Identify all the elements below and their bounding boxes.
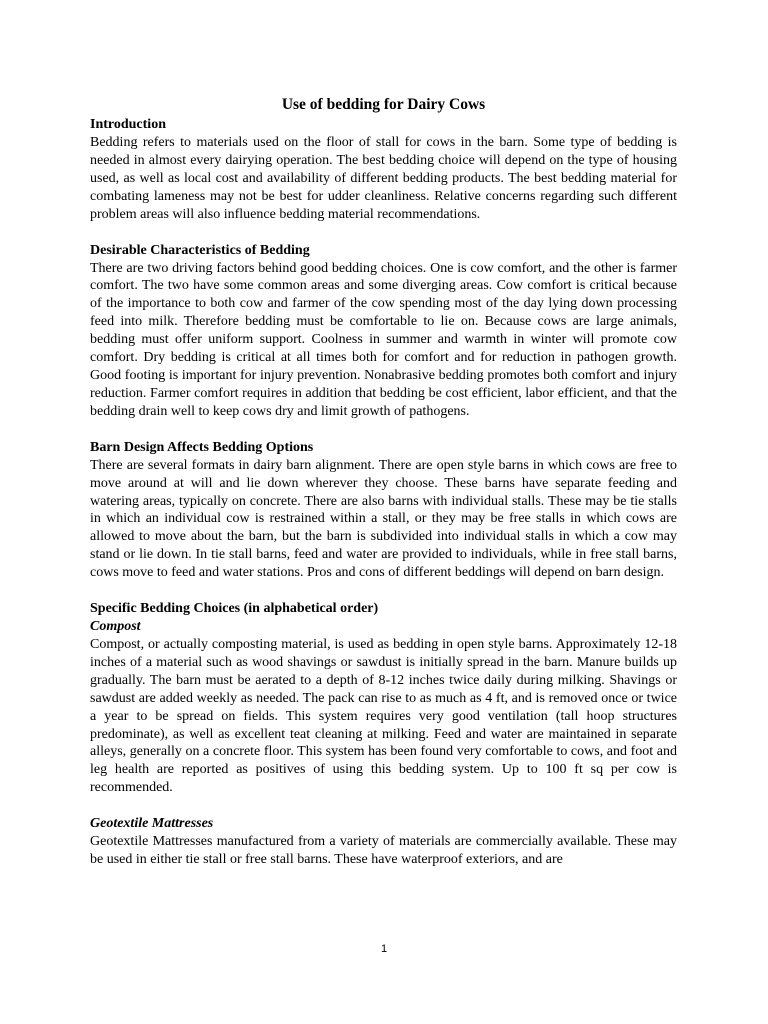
- subsection-heading-compost: Compost: [90, 619, 141, 635]
- section-heading-desirable-characteristics: Desirable Characteristics of Bedding: [90, 242, 310, 258]
- page-number: 1: [380, 943, 388, 955]
- paragraph-barn-design: There are several formats in dairy barn alignment. There are open style barns in which cows are free to move around at will and lie down wherever they choose. These barns have separate feeding and watering areas, typically on concrete. There are also barns with individual stalls. These may be tie stalls in which an individual cow is restrained within a stall, or they may be free stalls in which cows are allowed to move about the barn, but the barn is subdivided into individual stalls in which a cow may stand or lie down. In tie stall barns, feed and water are provided to individuals, while in free stall barns, cows move to feed and water stations. Pros and cons of different beddings will depend on barn design.: [90, 457, 677, 581]
- section-heading-specific-bedding: Specific Bedding Choices (in alphabetical order): [90, 601, 379, 617]
- section-heading-introduction: Introduction: [90, 117, 166, 132]
- paragraph-introduction: Bedding refers to materials used on the floor of stall for cows in the barn. Some type of bedding is needed in almost every dairying operation. The best bedding choice will depend on the type of housing used, as well as local cost and availability of different bedding products. The best bedding material for combating lameness may not be best for udder cleanliness. Relative concerns regarding such different problem areas will also influence bedding material recommendations.: [90, 135, 677, 222]
- paragraph-desirable-characteristics: There are two driving factors behind good bedding choices. One is cow comfort, and the other is farmer comfort. The two have some common areas and some diverging areas. Cow comfort is critical because of the importance to both cow and farmer of the cow spending most of the day lying down processing feed into milk. Therefore bedding must be comfortable to lie on. Because cows are large animals, bedding must offer uniform support. Coolness in summer and warmth in winter will promote cow comfort. Dry bedding is critical at all times both for comfort and for reduction in pathogen growth. Good footing is important for injury prevention. Nonabrasive bedding promotes both comfort and injury reduction. Farmer comfort requires in addition that bedding be cost efficient, labor efficient, and that the bedding drain well to keep cows dry and limit growth of pathogens.: [90, 260, 677, 419]
- section-heading-barn-design: Barn Design Affects Bedding Options: [90, 439, 314, 455]
- paragraph-geotextile: Geotextile Mattresses manufactured from a variety of materials are commercially available. These may be used in either tie stall or free stall barns. These have waterproof exteriors, and are: [90, 834, 677, 868]
- document-page: [90, 95, 677, 869]
- subsection-heading-geotextile: Geotextile Mattresses: [90, 816, 214, 832]
- paragraph-spacer: [90, 797, 677, 815]
- document-title: Use of bedding for Dairy Cows: [281, 96, 486, 113]
- paragraph-spacer: [90, 582, 677, 600]
- paragraph-compost: Compost, or actually composting material, is used as bedding in open style barns. Approximately 12-18 inches of a material such as wood shavings or sawdust is initially spread in the barn. Manure builds up gradually. The barn must be aerated to a depth of 8-12 inches twice daily during milking. Shavings or sawdust are added weekly as needed. The pack can rise to as much as 4 ft, and is removed once or twice a year to be spread on fields. This system requires very good ventilation (tall hoop structures predominate), as well as excellent teat cleaning at milking. Feed and water are maintained in separate alleys, generally on a concrete floor. This system has been found very comfortable to cows, and foot and leg health are reported as positives of using this bedding system. Up to 100 ft sq per cow is recommended.: [90, 637, 677, 796]
- paragraph-spacer: [90, 421, 677, 439]
- paragraph-spacer: [90, 224, 677, 242]
